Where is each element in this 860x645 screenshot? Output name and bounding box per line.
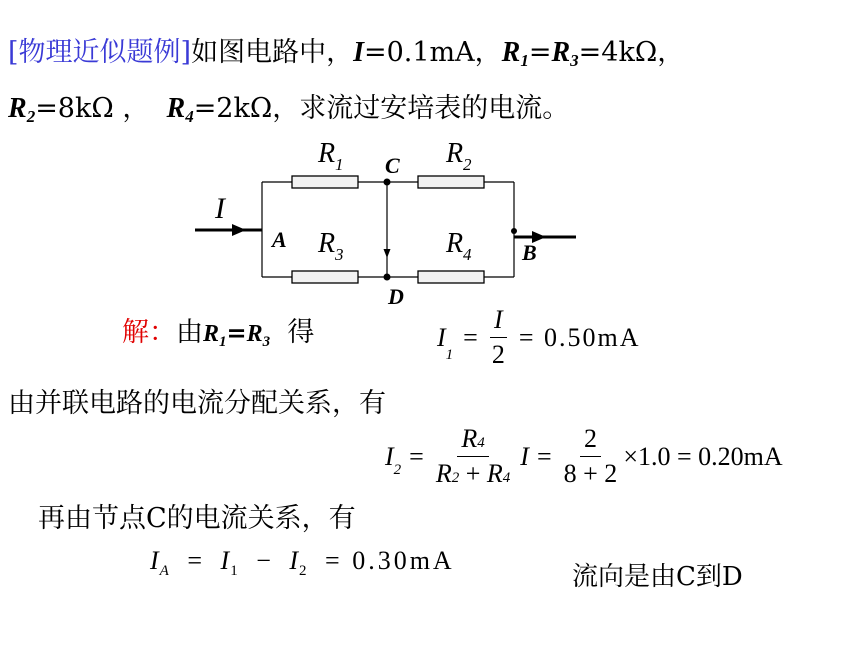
node-a-label: A [272, 227, 287, 252]
parallel-rule-text: 由并联电路的电流分配关系，有 [8, 388, 386, 419]
eq3-i2-sub: 2 [299, 563, 308, 579]
eq2-denominator-2: 8 + 2 [563, 459, 618, 488]
eq3-i2: I [289, 546, 300, 575]
r4-value-question: =2kΩ，求流过安培表的电流。 [193, 93, 570, 124]
r3-label: R [318, 228, 336, 259]
eq2-fraction-r [432, 424, 514, 489]
sol-r3: R [246, 321, 263, 347]
sol-r1-sub: 1 [219, 334, 227, 350]
r3-symbol: R [551, 37, 571, 68]
r3-label-sub: 3 [335, 245, 344, 264]
eq3-i1: I [220, 546, 231, 575]
r1-label: R [318, 138, 336, 169]
r2-symbol: R [8, 93, 27, 124]
direction-text: 流向是由C到D [572, 562, 743, 592]
r2-subscript: 2 [26, 107, 36, 126]
sol-r1: R [203, 321, 220, 347]
eq2-denominator: R2 + R4 [435, 459, 511, 488]
eq1-denominator: 2 [491, 340, 505, 369]
resistor-r4 [418, 271, 484, 283]
problem-intro: 如图电路中， [191, 37, 354, 68]
eq2-result: ×1.0 = 0.20mA [623, 441, 783, 471]
equation-3 [150, 546, 455, 580]
eq3-equals: = [187, 546, 204, 575]
eq2-numerator: R4 [457, 424, 488, 457]
eq3-lhs: I [150, 546, 160, 575]
r4-label: R [446, 228, 464, 259]
eq3-result: = 0.30mA [325, 546, 455, 575]
problem-tag: [物理近似题例] [8, 37, 192, 68]
r4-subscript: 4 [185, 107, 194, 126]
r2-label-sub: 2 [463, 155, 472, 174]
eq1-result: = 0.50mA [518, 322, 641, 352]
equals-sign: = [528, 37, 552, 68]
r2-value: =8kΩ ， [35, 93, 150, 124]
eq3-i1-sub: 1 [230, 563, 239, 579]
node-rule-text: 再由节点C的电流关系，有 [38, 503, 356, 534]
because-text: 由 [176, 317, 203, 348]
sol-r3-sub: 3 [262, 334, 271, 350]
equation-2 [385, 424, 783, 489]
r4-symbol: R [166, 93, 186, 124]
current-symbol: I [353, 37, 364, 68]
eq1-numerator: I [490, 305, 507, 338]
equation-1 [437, 305, 641, 370]
node-d-dot [384, 274, 391, 281]
r4-label-sub: 4 [463, 245, 472, 264]
eq1-lhs: I [437, 322, 446, 352]
get-text: 得 [287, 317, 315, 348]
r1-symbol: R [501, 37, 521, 68]
current-value: =0.1mA， [363, 37, 502, 68]
eq2-lhs: I [385, 441, 394, 471]
eq2-lhs-sub: 2 [393, 462, 402, 478]
resistor-r2 [418, 176, 484, 188]
r1-subscript: 1 [520, 51, 529, 70]
node-b-dot [511, 228, 517, 234]
eq2-fraction-num [560, 424, 622, 489]
circuit-diagram [0, 130, 620, 310]
eq1-lhs-sub: 1 [445, 347, 454, 363]
problem-line-1 [8, 30, 684, 71]
solution-label: 解： [122, 317, 176, 348]
r1-r3-value: =4kΩ， [578, 37, 685, 68]
eq1-equals: = [463, 322, 478, 352]
eq2-equals: = [409, 441, 424, 471]
node-c-label: C [385, 153, 400, 178]
resistor-r1 [292, 176, 358, 188]
eq3-minus: − [256, 546, 272, 575]
eq2-equals-2: = [536, 441, 552, 471]
input-arrow-icon [232, 224, 246, 236]
node-c-dot [384, 179, 391, 186]
r3-subscript: 3 [570, 51, 579, 70]
node-b-label: B [522, 240, 537, 265]
solution-line [122, 310, 314, 351]
eq3-lhs-sub: A [159, 563, 170, 579]
r1-label-sub: 1 [335, 155, 344, 174]
eq2-current: I [520, 441, 529, 471]
sol-eq: = [226, 318, 247, 347]
node-d-label: D [388, 284, 404, 309]
eq2-numerator-2: 2 [580, 424, 601, 457]
problem-line-2 [8, 86, 569, 127]
eq1-fraction [488, 305, 509, 370]
circuit-current-label: I [215, 192, 225, 225]
down-arrow-icon [384, 249, 391, 258]
resistor-r3 [292, 271, 358, 283]
r2-label: R [446, 138, 464, 169]
